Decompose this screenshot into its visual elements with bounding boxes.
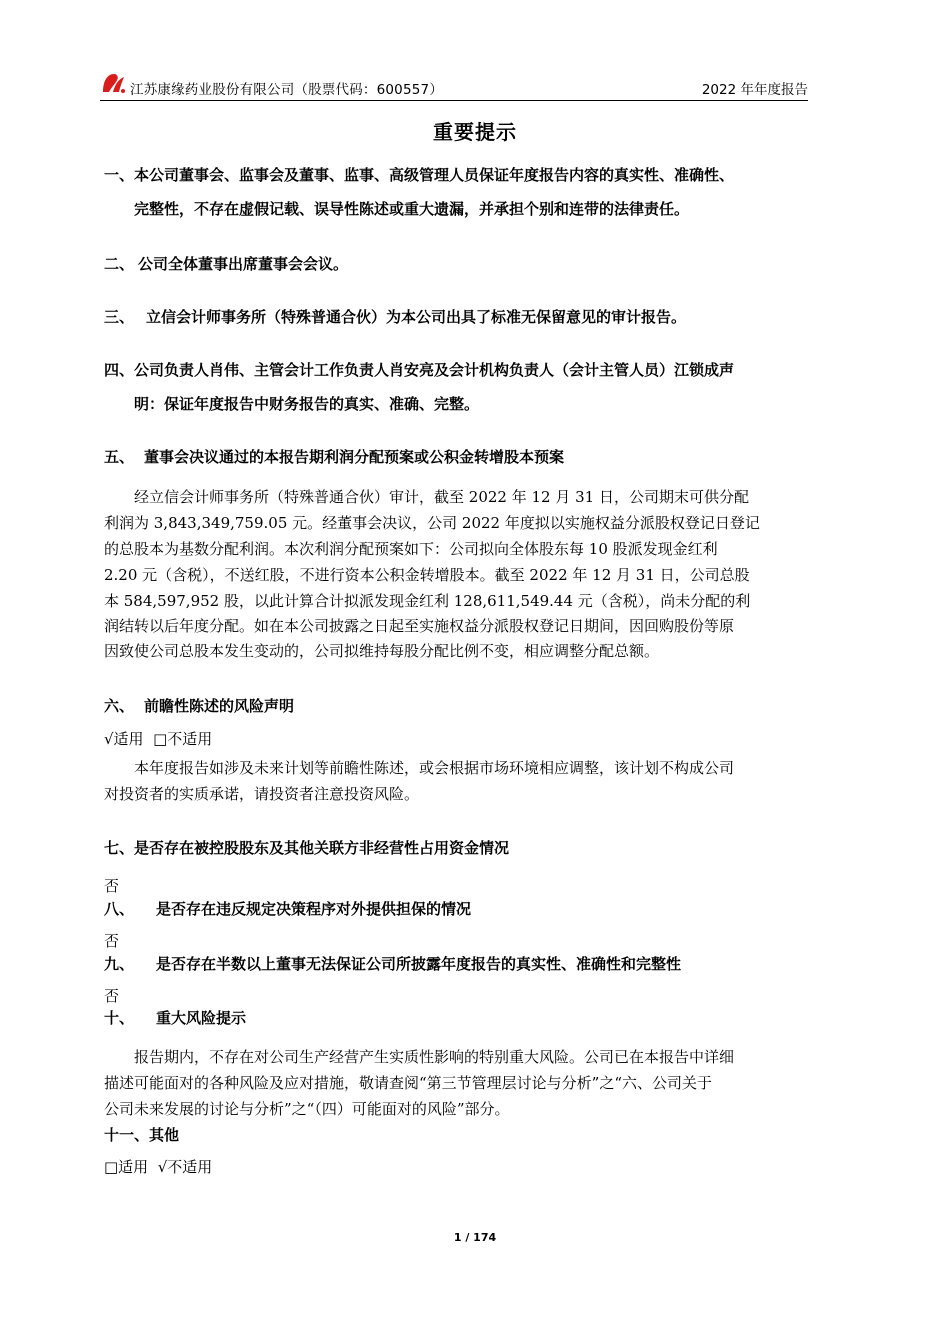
section-7-heading: 七、是否存在被控股股东及其他关联方非经营性占用资金情况 — [104, 839, 510, 857]
section-9-answer: 否 — [104, 987, 120, 1005]
section-5-body-line-1: 经立信会计师事务所（特殊普通合伙）审计，截至 2022 年 12 月 31 日，公司期末可供分配 — [134, 488, 749, 506]
company-logo-icon — [100, 70, 128, 96]
section-10-body-line-1: 报告期内，不存在对公司生产经营产生实质性影响的特别重大风险。公司已在本报告中详细 — [134, 1048, 735, 1066]
section-6-heading: 六、 前瞻性陈述的风险声明 — [104, 697, 295, 715]
section-5-heading: 五、 董事会决议通过的本报告期利润分配预案或公积金转增股本预案 — [104, 448, 565, 466]
section-5-body-line-7: 因致使公司总股本发生变动的，公司拟维持每股分配比例不变，相应调整分配总额。 — [104, 642, 660, 660]
section-10-body-line-3: 公司未来发展的讨论与分析”之“（四）可能面对的风险”部分。 — [104, 1100, 510, 1118]
report-year-label: 2022 年年度报告 — [701, 82, 808, 98]
section-7-answer: 否 — [104, 877, 120, 895]
section-5-body-line-4: 2.20 元（含税），不送红股，不进行资本公积金转增股本。截至 2022 年 12 月 31 日，公司总股 — [104, 566, 750, 584]
section-1-line-1: 一、本公司董事会、监事会及董事、监事、高级管理人员保证年度报告内容的真实性、准确性、 — [104, 166, 735, 184]
section-6-applicability: √适用 □不适用 — [104, 730, 213, 748]
section-6-body-line-2: 对投资者的实质承诺，请投资者注意投资风险。 — [104, 785, 420, 803]
page-header — [100, 66, 808, 101]
section-4-line-1: 四、公司负责人肖伟、主管会计工作负责人肖安亮及会计机构负责人（会计主管人员）江锁成声 — [104, 361, 735, 379]
section-1-line-2: 完整性，不存在虚假记载、误导性陈述或重大遗漏，并承担个别和连带的法律责任。 — [134, 200, 690, 218]
section-8-answer: 否 — [104, 932, 120, 950]
section-11-applicability: □适用 √不适用 — [104, 1158, 213, 1176]
company-name: 江苏康缘药业股份有限公司（股票代码：600557） — [130, 82, 444, 98]
section-3: 三、 立信会计师事务所（特殊普通合伙）为本公司出具了标准无保留意见的审计报告。 — [104, 308, 687, 326]
section-5-body-line-5: 本 584,597,952 股，以此计算合计拟派发现金红利 128,611,549.44 元（含税），尚未分配的利 — [104, 592, 751, 610]
section-6-body-line-1: 本年度报告如涉及未来计划等前瞻性陈述，或会根据市场环境相应调整，该计划不构成公司 — [134, 759, 735, 777]
section-5-body-line-2: 利润为 3,843,349,759.05 元。经董事会决议，公司 2022 年度拟以实施权益分派股权登记日登记 — [104, 514, 760, 532]
section-5-body-line-3: 的总股本为基数分配利润。本次利润分配预案如下：公司拟向全体股东每 10 股派发现金红利 — [104, 540, 718, 558]
section-4-line-2: 明：保证年度报告中财务报告的真实、准确、完整。 — [134, 395, 480, 413]
section-10-body-line-2: 描述可能面对的各种风险及应对措施，敬请查阅“第三节管理层讨论与分析”之“六、公司关于 — [104, 1074, 713, 1092]
page-title: 重要提示 — [433, 120, 517, 144]
section-5-body-line-6: 润结转以后年度分配。如在本公司披露之日起至实施权益分派股权登记日期间，因回购股份等原 — [104, 617, 735, 635]
section-9-heading: 九、 是否存在半数以上董事无法保证公司所披露年度报告的真实性、准确性和完整性 — [104, 955, 682, 973]
section-2: 二、 公司全体董事出席董事会会议。 — [104, 255, 349, 273]
section-10-heading: 十、 重大风险提示 — [104, 1009, 247, 1027]
section-11-heading: 十一、其他 — [104, 1126, 180, 1144]
page-number: 1 / 174 — [453, 1231, 497, 1244]
section-8-heading: 八、 是否存在违反规定决策程序对外提供担保的情况 — [104, 900, 472, 918]
